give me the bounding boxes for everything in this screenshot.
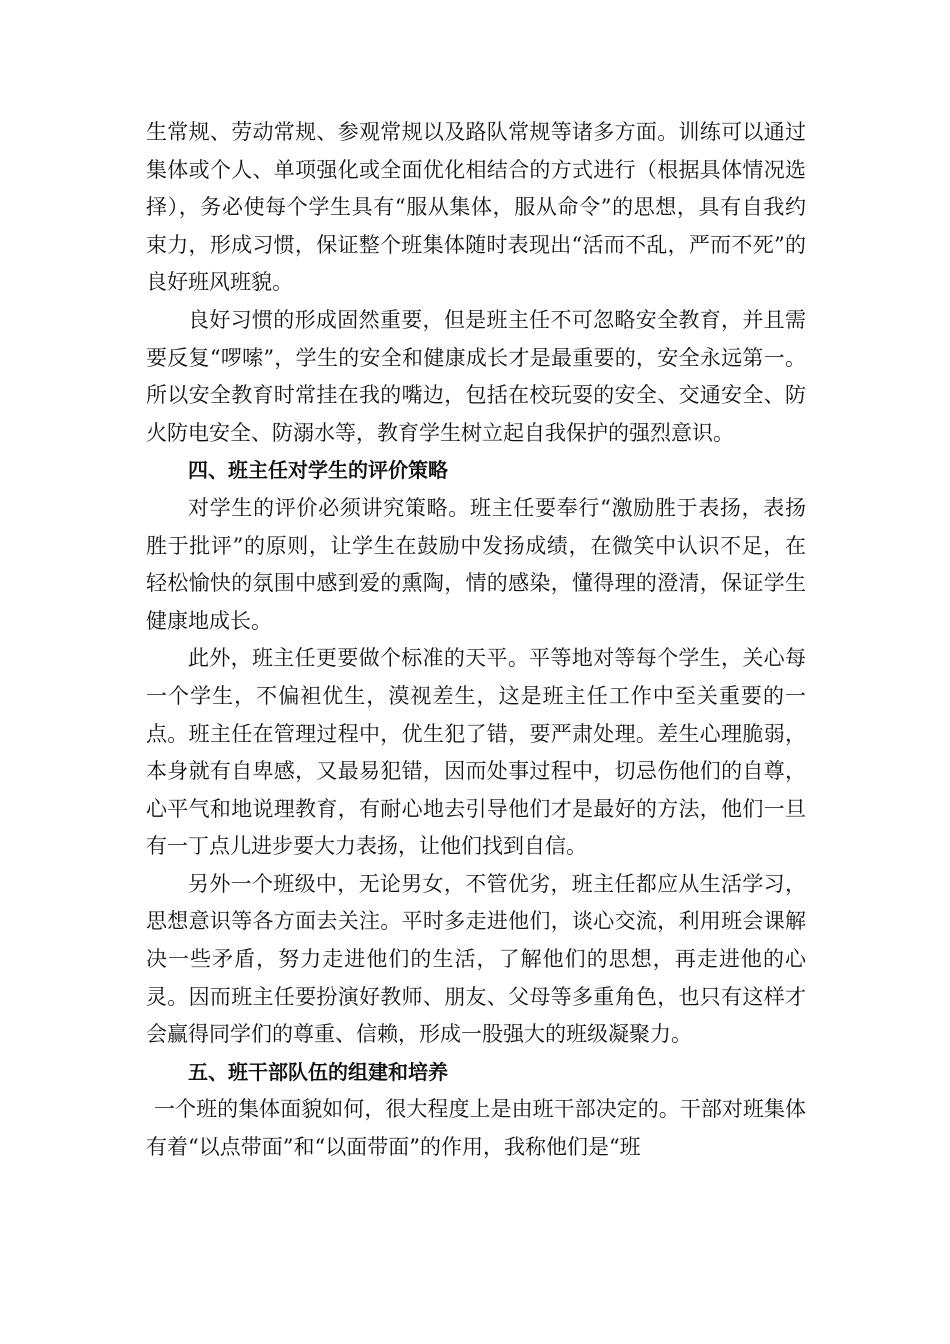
paragraph-safety-education: 良好习惯的形成固然重要，但是班主任不可忽略安全教育，并且需要反复“啰嗦”，学生的安全和健康成长才是最重要的，安全永远第一。所以安全教育时常挂在我的嘴边，包括在校玩耍的安全、交通安全、防火防电安全、防溺水等，教育学生树立起自我保护的强烈意识。	[146, 307, 806, 445]
paragraph-evaluation-principle: 对学生的评价必须讲究策略。班主任要奉行“激励胜于表扬，表扬胜于批评”的原则，让学生在鼓励中发扬成绩，在微笑中认识不足，在轻松愉快的氛围中感到爱的熏陶，情的感染，懂得理的澄清，保证学生健康地成长。	[146, 495, 806, 633]
paragraph-class-cadre-role: 一个班的集体面貌如何，很大程度上是由班干部决定的。干部对班集体有着“以点带面”和“以面带面”的作用，我称他们是“班	[146, 1097, 806, 1160]
paragraph-care-all-aspects: 另外一个班级中，无论男女，不管优劣，班主任都应从生活学习，思想意识等各方面去关注。平时多走进他们，谈心交流，利用班会课解决一些矛盾，努力走进他们的生活，了解他们的思想，再走进他的心灵。因而班主任要扮演好教师、朋友、父母等多重角色，也只有这样才会赢得同学们的尊重、信赖，形成一股强大的班级凝聚力。	[146, 871, 806, 1047]
paragraph-fair-treatment: 此外，班主任更要做个标准的天平。平等地对等每个学生，关心每一个学生，不偏袒优生，漠视差生，这是班主任工作中至关重要的一点。班主任在管理过程中，优生犯了错，要严肃处理。差生心理脆弱，本身就有自卑感，又最易犯错，因而处事过程中，切忌伤他们的自尊，心平气和地说理教育，有耐心地去引导他们才是最好的方法，他们一旦有一丁点儿进步要大力表扬，让他们找到自信。	[146, 646, 806, 859]
section-heading-class-cadre: 五、班干部队伍的组建和培养	[188, 1059, 448, 1084]
document-page	[146, 114, 806, 1167]
paragraph-training-habits: 生常规、劳动常规、参观常规以及路队常规等诸多方面。训练可以通过集体或个人、单项强化或全面优化相结合的方式进行（根据具体情况选择），务必使每个学生具有“服从集体，服从命令”的思想，具有自我约束力，形成习惯，保证整个班集体随时表现出“活而不乱，严而不死”的良好班风班貌。	[146, 120, 806, 295]
section-heading-evaluation-strategy: 四、班主任对学生的评价策略	[188, 458, 448, 483]
